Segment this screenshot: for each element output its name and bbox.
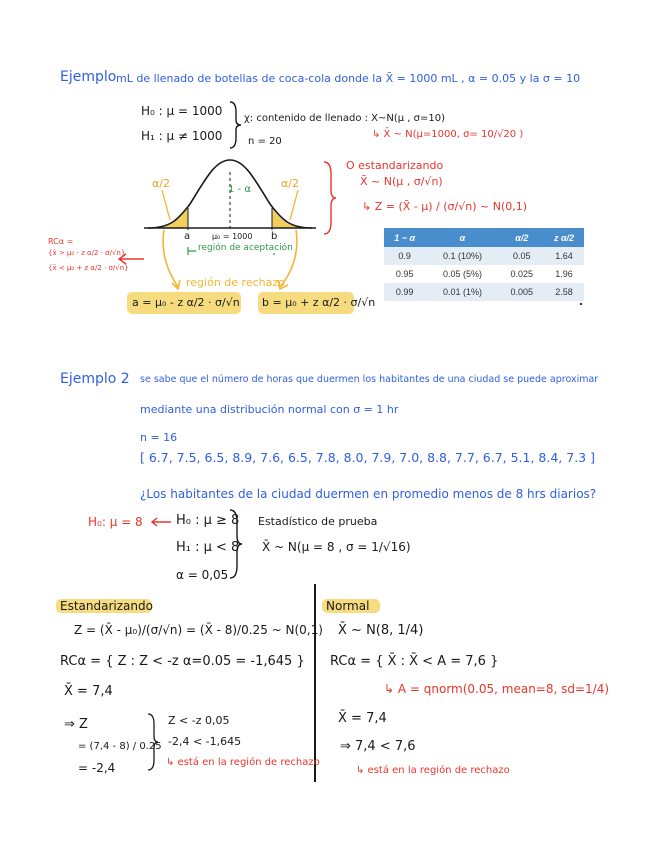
hypothesis-brace [228, 100, 242, 150]
center-area-label: 1 - α [228, 184, 251, 195]
xbar-value-right: X̄ = 7,4 [338, 711, 387, 726]
sample-size: n = 20 [248, 136, 282, 147]
h0-side-note: H₀: μ = 8 [88, 515, 143, 529]
rc-line2: {x̄ < μ₀ + z α/2 · σ/√n} [48, 264, 129, 272]
table-cell: 0.95 [384, 265, 425, 283]
half-alpha-right: α/2 [281, 177, 299, 190]
h0-arrow [149, 516, 173, 528]
table-header: α/2 [500, 228, 544, 247]
ex2-h0: H₀ : μ ≥ 8 [176, 513, 240, 528]
standardize-line2: ↳ Z = (X̄ - μ) / (σ/√n) ~ N(0,1) [362, 200, 527, 213]
content-definition: χ: contenido de llenado : X~N(μ , σ=10) [244, 113, 446, 124]
example2-data: [ 6.7, 7.5, 6.5, 8.9, 7.6, 6.5, 7.8, 8.0, 7.9, 7.0, 8.8, 7.7, 6.7, 5.1, 8.4, 7.3 ] [140, 450, 595, 465]
example1-title: Ejemplo [60, 69, 117, 85]
table-cell: 0.025 [500, 265, 544, 283]
dot-mark [580, 303, 582, 305]
rc-line1: {x̄ > μ₀ - z α/2 · σ/√n} [48, 249, 126, 257]
z-result: = -2,4 [78, 761, 116, 775]
table-cell: 1.64 [544, 247, 584, 265]
half-alpha-left: α/2 [152, 177, 170, 190]
test-statistic-title: Estadístico de prueba [258, 515, 378, 528]
left-verdict: ↳ está en la región de rechazo [166, 757, 320, 768]
axis-label-mu: μ₀ = 1000 [212, 232, 253, 241]
column-divider [314, 584, 316, 782]
rc-title: RCα = [48, 237, 74, 246]
table-header: 1 − α [384, 228, 425, 247]
table-cell: 2.58 [544, 283, 584, 301]
h0-hypothesis: H₀ : μ = 1000 [141, 104, 223, 118]
example1-statement: mL de llenado de botellas de coca-cola donde la X̄ = 1000 mL , α = 0.05 y la σ = 10 [116, 72, 581, 85]
standardize-header: Estandarizando [60, 599, 153, 613]
standardize-title: O estandarizando [346, 159, 444, 172]
table-cell: 0.1 (10%) [425, 247, 499, 265]
formula-a: a = μ₀ - z α/2 · σ/√n [132, 296, 240, 309]
axis-label-a: a [184, 231, 191, 242]
z-definition: Z = (X̄ - μ₀)/(σ/√n) = (X̄ - 8)/0.25 ~ N(0,1) [74, 623, 323, 637]
z-condition-1: Z < -z 0,05 [168, 714, 230, 727]
table-cell: 0.01 (1%) [425, 283, 499, 301]
example2-line2: mediante una distribución normal con σ = 1 hr [140, 403, 399, 416]
example2-line1: se sabe que el número de horas que duermen los habitantes de una ciudad se puede aproximar [140, 374, 599, 385]
example2-title: Ejemplo 2 [60, 371, 130, 387]
formula-b: b = μ₀ + z α/2 · σ/√n [262, 296, 376, 309]
table-cell: 0.05 [500, 247, 544, 265]
table-cell: 0.99 [384, 283, 425, 301]
table-cell: 0.9 [384, 247, 425, 265]
xbar-value-left: X̄ = 7,4 [64, 684, 113, 699]
rejection-region-label: región de rechazo [186, 276, 285, 289]
xbar-distribution: ↳ X̄ ~ N(μ=1000, σ= 10/√20 ) [372, 129, 524, 140]
table-cell: 1.96 [544, 265, 584, 283]
ex2-brace [228, 508, 244, 580]
qnorm-formula: ↳ A = qnorm(0.05, mean=8, sd=1/4) [384, 682, 610, 696]
z-condition-2: -2,4 < -1,645 [168, 735, 242, 748]
comparison: ⇒ 7,4 < 7,6 [340, 739, 416, 754]
table-cell: 0.05 (5%) [425, 265, 499, 283]
axis-label-b: b [271, 231, 278, 242]
normal-header: Normal [326, 599, 370, 613]
implies-z: ⇒ Z [64, 717, 88, 732]
table-cell: 0.005 [500, 283, 544, 301]
table-row [384, 283, 584, 301]
standardize-brace [322, 160, 338, 236]
xbar-distribution-right: X̄ ~ N(8, 1/4) [338, 623, 424, 638]
table-header: α [425, 228, 499, 247]
z-calculation: = (7,4 - 8) / 0.25 [78, 741, 162, 752]
example2-question: ¿Los habitantes de la ciudad duermen en promedio menos de 8 hrs diarios? [140, 487, 597, 501]
standardize-line1: X̄ ~ N(μ , σ/√n) [360, 175, 443, 188]
rejection-region-z: RCα = { Z : Z < -z α=0.05 = -1,645 } [60, 654, 305, 669]
acceptance-region-label: región de aceptación [198, 243, 293, 253]
table-header: z α/2 [544, 228, 584, 247]
rejection-region-xbar: RCα = { X̄ : X̄ < A = 7,6 } [330, 654, 499, 669]
right-verdict: ↳ está en la región de rechazo [356, 765, 510, 776]
table-row [384, 265, 584, 283]
z-critical-table [384, 228, 584, 301]
ex2-h1: H₁ : μ < 8 [176, 540, 240, 555]
table-row [384, 247, 584, 265]
z-brace [146, 712, 160, 772]
test-statistic-dist: X̄ ~ N(μ = 8 , σ = 1/√16) [262, 540, 411, 554]
example2-sample-size: n = 16 [140, 431, 178, 444]
ex2-alpha: α = 0,05 [176, 568, 229, 582]
rc-arrow [116, 252, 146, 266]
h1-hypothesis: H₁ : μ ≠ 1000 [141, 129, 223, 143]
